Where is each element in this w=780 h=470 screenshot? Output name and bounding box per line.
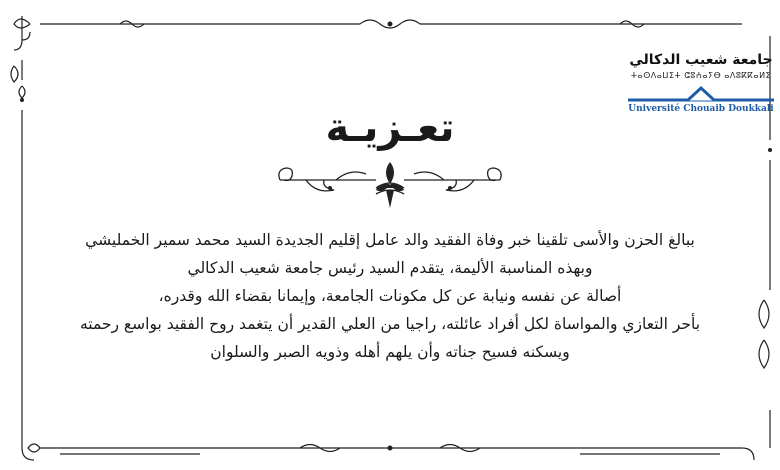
university-name-tifinagh: ⵜⴰⵙⴷⴰⵡⵉⵜ ⵛⵓⵄⴰⵢⴱ ⴰⴷⵓⴽⴽⴰⵍⵉ: [630, 71, 772, 80]
fleur-de-lis-ornament-icon: [276, 158, 504, 214]
message-line: وبهذه المناسبة الأليمة، يتقدم السيد رئيس جامعة شعيب الدكالي: [187, 259, 593, 277]
message-line: بأحر التعازي والمواساة لكل أفراد عائلته، راجيا من العلي القدير أن يتغمد روح الفقيد بواسع رحمته: [79, 315, 701, 333]
university-logo: [626, 52, 776, 115]
message-line: ببالغ الحزن والأسى تلقينا خبر وفاة الفقيد والد عامل إقليم الجديدة السيد محمد سمير الخمليشي: [85, 231, 695, 249]
message-line: أصالة عن نفسه ونيابة عن كل مكونات الجامعة، وإيمانا بقضاء الله وقدره،: [158, 287, 622, 305]
condolence-message: [40, 226, 740, 366]
message-line: ويسكنه فسيح جناته وأن يلهم أهله وذويه الصبر والسلوان: [210, 343, 570, 361]
university-name-arabic: جامعة شعيب الدكالي: [629, 52, 773, 68]
page-title: تعـزيـة: [325, 105, 455, 151]
university-name-french: Université Chouaib Doukkali: [628, 104, 774, 114]
logo-mark-icon: [628, 84, 774, 102]
